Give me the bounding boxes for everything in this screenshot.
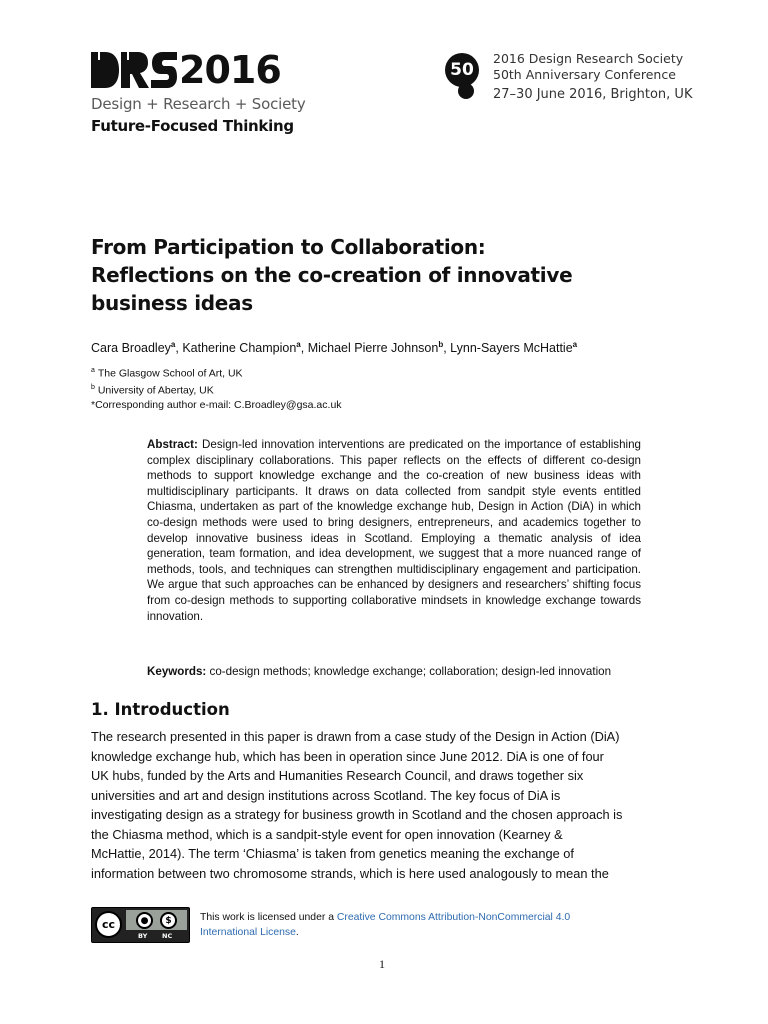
badge-number: 50 — [450, 60, 474, 80]
body-line: the Chiasma method, which is a sandpit-style event for open innovation (Kearney & — [91, 826, 563, 842]
license-prefix: This work is licensed under a — [200, 912, 337, 923]
license-text — [200, 910, 570, 940]
body-line: McHattie, 2014). The term ‘Chiasma’ is taken from genetics meaning the exchange of — [91, 846, 574, 861]
paper-title — [91, 233, 691, 317]
license-suffix: . — [295, 927, 299, 938]
conference-line2: 50th Anniversary Conference — [493, 66, 676, 82]
cc-by-label: BY — [138, 932, 148, 940]
abstract — [147, 437, 641, 624]
affiliation-mark: a — [91, 367, 95, 374]
drs-letters-logo — [91, 52, 177, 88]
conference-lines — [493, 51, 692, 103]
affiliation-mark: b — [91, 384, 95, 391]
cc-nc-label: NC — [162, 932, 173, 940]
title-line: Reflections on the co-creation of innovative — [91, 263, 573, 287]
logo-tagline: Future-Focused Thinking — [91, 117, 294, 135]
title-line: business ideas — [91, 291, 253, 315]
body-line: UK hubs, funded by the Arts and Humanities Research Council, and draws together six — [91, 768, 584, 783]
logo-year: 2016 — [179, 48, 281, 92]
license-link[interactable]: Creative Commons Attribution-NonCommercial 4.0 — [336, 912, 571, 923]
affiliation-item — [91, 364, 342, 381]
body-line: universities and art and design institutions across Scotland. The key focus of DiA is — [91, 787, 561, 803]
drs-logo — [91, 48, 306, 135]
body-line: information between two chromosome strands, which is here used analogously to mean the — [91, 865, 609, 881]
author-name: Cara Broadley — [91, 341, 171, 356]
author-affiliation-mark: a — [572, 340, 578, 349]
introduction-body — [91, 727, 676, 883]
affiliation-item — [91, 398, 342, 413]
author-affiliation-mark: a — [296, 340, 301, 349]
creative-commons-icon: cc — [95, 911, 122, 938]
conference-line1: 2016 Design Research Society — [493, 51, 684, 66]
abstract-label: Abstract: — [147, 438, 198, 451]
affiliation-text: The Glasgow School of Art, UK — [97, 367, 243, 380]
keywords-label: Keywords: — [147, 665, 207, 678]
section-heading: 1. Introduction — [91, 700, 230, 719]
author-affiliation-mark: a — [170, 340, 176, 349]
author-name: Michael Pierre Johnson — [307, 341, 439, 356]
abstract-text: Design-led innovation interventions are predicated on the importance of establishing complex disciplinary collaborations. This paper reflects on the effects of different co-design methods to support knowledge exchange and the co-creation of new business ideas with multidisciplinary participants. It draws on data collected from sandpit style events entitled Chiasma, undertaken as part of the knowledge exchange hub, Design in Action (DiA) in which co-design methods were used to bring designers, entrepreneurs, and academics together to develop innovative business ideas in Scotland. Employing a thematic analysis of idea generation, team formation, and idea development, we suggest that a more nuanced range of methods, tools, and techniques can strengthen multidisciplinary engagement and participation. We argue that such approaches can be enhanced by designers and researchers’ shifting focus from co-design methods to supporting collaborative mindsets in knowledge exchange towards innovation. — [147, 438, 641, 623]
title-line: From Participation to Collaboration: — [91, 235, 486, 259]
keywords-text: co-design methods; knowledge exchange; collaboration; design-led innovation — [209, 665, 612, 678]
conference-date: 27–30 June 2016, Brighton, UK — [493, 87, 693, 102]
affiliation-item — [91, 381, 342, 398]
author-list: Cara Broadley$^a$, Katherine Champion$^a$, Michael Pierre Johnson$^b$, Lynn-Sayers McHattie$^a$ — [91, 340, 578, 356]
author-name: Katherine Champion — [182, 341, 297, 356]
affiliation-text: University of Abertay, UK — [97, 384, 214, 397]
body-line: The research presented in this paper is drawn from a case study of the Design in Action (DiA) — [91, 729, 620, 744]
body-line: investigating design as a strategy for business growth in Scotland and the chosen approach is — [91, 807, 623, 822]
noncommercial-icon: $ — [160, 912, 177, 929]
corresponding-author: *Corresponding author e-mail: C.Broadley@gsa.ac.uk — [91, 399, 342, 411]
body-line: knowledge exchange hub, which has been in operation since June 2012. DiA is one of four — [91, 748, 604, 764]
conference-info — [445, 51, 692, 103]
logo-subtitle: Design + Research + Society — [91, 95, 306, 113]
author-affiliation-mark: b — [438, 340, 444, 349]
cc-by-nc-badge[interactable] — [91, 907, 190, 943]
author-name: Lynn-Sayers McHattie — [450, 341, 573, 356]
license-link-continued[interactable]: International License — [200, 927, 296, 938]
drs-logo-mark — [91, 48, 291, 92]
affiliations — [91, 364, 342, 413]
page-number: 1 — [379, 957, 385, 971]
attribution-person-icon: ● — [136, 912, 153, 929]
license-block — [91, 907, 570, 943]
keywords — [147, 665, 611, 678]
anniversary-badge-icon — [445, 53, 479, 87]
